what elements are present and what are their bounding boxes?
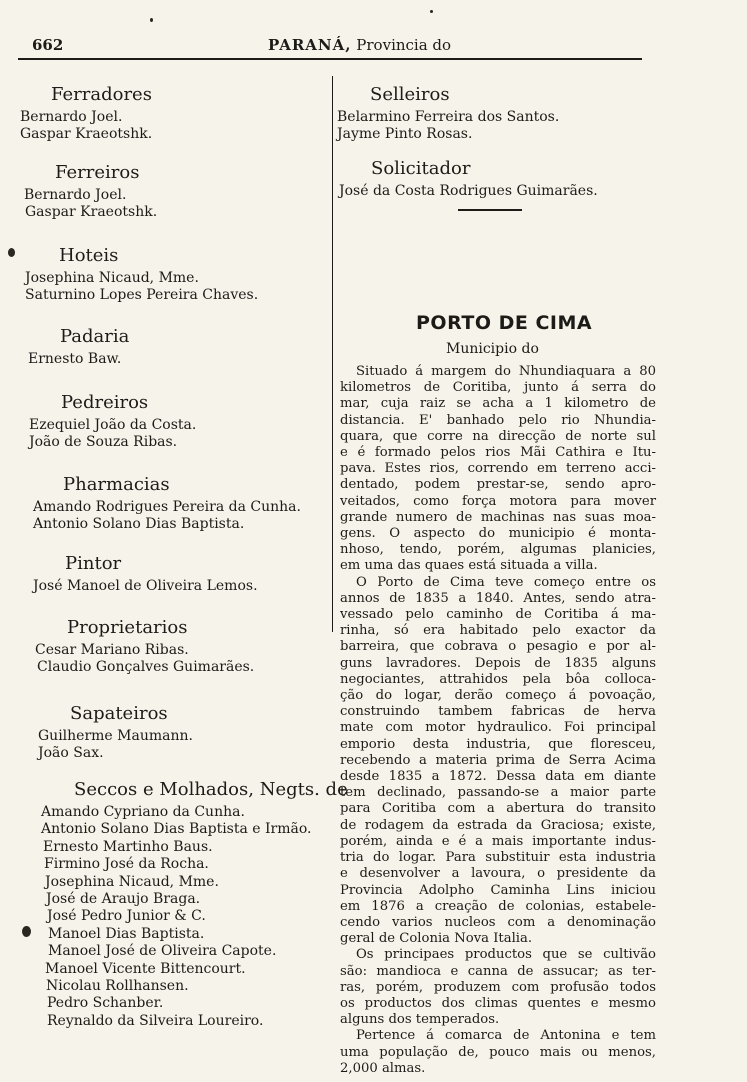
entry-line: Antonio Solano Dias Baptista. xyxy=(33,516,245,533)
entry-line: José da Costa Rodrigues Guimarães. xyxy=(339,183,598,199)
section-heading: Pintor xyxy=(65,553,122,574)
article-line: recebendo a materia prima de Serra Acima xyxy=(340,752,656,768)
section-hoteis xyxy=(0,245,258,305)
entry-line: Firmino José da Rocha. xyxy=(44,856,209,873)
article-line: geral de Colonia Nova Italia. xyxy=(340,931,533,947)
article-line: desde 1835 a 1872. Dessa data em diante xyxy=(340,769,656,785)
article-line: veitados, como força motora para mover xyxy=(340,493,656,509)
article-line: O Porto de Cima teve começo entre os xyxy=(356,574,656,590)
article-line: tem declinado, passando-se a maior parte xyxy=(340,785,656,801)
article-line: distancia. E' banhado pelo rio Nhundia- xyxy=(340,412,656,428)
page-number: 662 xyxy=(32,36,64,54)
entry-line: José de Araujo Braga. xyxy=(46,891,201,908)
article-line: porém, ainda e é a mais importante indus- xyxy=(340,833,656,849)
section-heading: Hoteis xyxy=(59,245,119,266)
article-line: barreira, que cobrava o pesagio e por al- xyxy=(340,639,656,655)
section-heading: Seccos e Molhados, Negts. de xyxy=(74,779,348,800)
entry-line: Guilherme Maumann. xyxy=(38,728,193,744)
ink-speck xyxy=(22,926,31,937)
article-line: Situado á margem do Nhundiaquara a 80 xyxy=(356,364,656,379)
article-line: negociantes, attrahidos pela bôa colloca- xyxy=(340,671,656,687)
article-line: e desenvolver a lavoura, o presidente da xyxy=(340,866,656,882)
article-line: nhoso, tendo, porém, algumas planicies, xyxy=(340,542,656,558)
entry-line: Belarmino Ferreira dos Santos. xyxy=(337,109,560,125)
entry-line: Pedro Schanber. xyxy=(47,995,164,1012)
entry-line: Amando Rodrigues Pereira da Cunha. xyxy=(33,499,301,515)
section-heading: Selleiros xyxy=(370,84,450,105)
entry-line: Gaspar Kraeotshk. xyxy=(20,126,153,143)
section-padaria xyxy=(0,326,129,368)
article-line: são: mandioca e canna de assucar; as ter- xyxy=(340,963,656,979)
entry-line: Manoel José de Oliveira Capote. xyxy=(48,943,277,960)
article-line: kilometros de Coritiba, junto á serra do xyxy=(340,380,656,396)
section-pedreiros xyxy=(0,392,196,452)
entry-line: Reynaldo da Silveira Loureiro. xyxy=(47,1012,264,1029)
article-line: uma população de, pouco mais ou menos, xyxy=(340,1044,656,1060)
article-line: em 1876 a creação de colonias, estabele- xyxy=(340,898,656,914)
entry-line: Cesar Mariano Ribas. xyxy=(35,642,189,658)
entry-line: José Pedro Junior & C. xyxy=(47,908,206,925)
section-heading: Pedreiros xyxy=(61,392,149,413)
entry-line: Saturnino Lopes Pereira Chaves. xyxy=(25,287,259,304)
article-line: alguns dos temperados. xyxy=(340,1012,500,1028)
entry-line: Nicolau Rollhansen. xyxy=(46,978,189,995)
entry-line: Manoel Dias Baptista. xyxy=(48,925,205,942)
running-subtitle: Provincia do xyxy=(356,36,452,54)
article-line: tria do logar. Para substituir esta industria xyxy=(340,850,656,866)
section-heading: Proprietarios xyxy=(67,617,188,638)
section-selleiros xyxy=(0,84,559,144)
article-title: PORTO DE CIMA xyxy=(416,312,593,334)
entry-line: João de Souza Ribas. xyxy=(29,434,178,451)
article-line: emporio desta industria, que floresceu, xyxy=(340,736,656,752)
article-line: annos de 1835 a 1840. Antes, sendo atra- xyxy=(340,590,656,606)
entry-line: Bernardo Joel. xyxy=(20,109,123,125)
entry-line: Claudio Gonçalves Guimarães. xyxy=(37,659,255,676)
article-line: mate com motor hydraulico. Foi principal xyxy=(340,720,656,736)
state-name: PARANÁ, xyxy=(268,36,352,54)
entry-line: Amando Cypriano da Cunha. xyxy=(41,804,245,820)
section-heading: Sapateiros xyxy=(70,703,168,724)
header-rule xyxy=(18,58,642,60)
article-line: Os principaes productos que se cultivão xyxy=(356,947,656,963)
ink-speck xyxy=(8,248,15,257)
section-heading: Padaria xyxy=(60,326,130,347)
section-solicitador xyxy=(0,158,598,200)
article-line: ção do logar, derão começo á povoação, xyxy=(340,688,656,704)
article-line: quara, que corre na direcção de norte sul xyxy=(340,428,656,444)
article-line: cendo varios nucleos com a denominação xyxy=(340,914,656,930)
entry-line: José Manoel de Oliveira Lemos. xyxy=(33,578,258,594)
article-line: gens. O aspecto do municipio é monta- xyxy=(340,526,656,542)
article-line: dentado, podem prestar-se, sendo apro- xyxy=(340,477,656,493)
entry-line: Gaspar Kraeotshk. xyxy=(25,204,158,221)
section-heading: Solicitador xyxy=(371,158,471,179)
entry-line: Josephina Nicaud, Mme. xyxy=(45,873,219,890)
section-heading: Ferreiros xyxy=(55,162,140,183)
entry-line: Antonio Solano Dias Baptista e Irmão. xyxy=(41,821,312,838)
article-line: grande numero de machinas nas suas moa- xyxy=(340,509,656,525)
entry-line: Manoel Vicente Bittencourt. xyxy=(45,960,246,977)
entry-line: Ernesto Martinho Baus. xyxy=(43,838,213,855)
section-heading: Ferradores xyxy=(51,84,152,105)
article-line: ras, porém, produzem com profusão todos xyxy=(340,979,656,995)
entry-line: Josephina Nicaud, Mme. xyxy=(25,270,199,286)
running-header xyxy=(18,36,642,58)
running-title xyxy=(268,36,451,54)
article-line: os productos dos climas quentes e mesmo xyxy=(340,995,656,1011)
entry-line: João Sax. xyxy=(38,745,104,762)
article-line: construindo tambem fabricas de herva xyxy=(340,704,656,720)
entry-line: Ezequiel João da Costa. xyxy=(29,417,197,433)
section-heading: Pharmacias xyxy=(63,474,170,495)
article-body xyxy=(340,364,656,1077)
entry-line: Ernesto Baw. xyxy=(28,351,122,367)
article-line: guns lavradores. Depois de 1835 alguns xyxy=(340,655,656,671)
article-line: em uma das quaes está situada a villa. xyxy=(340,558,598,574)
section-end-rule xyxy=(458,209,522,211)
ink-speck xyxy=(150,18,153,22)
article-line: Provincia Adolpho Caminha Lins iniciou xyxy=(340,882,656,898)
entry-line: Jayme Pinto Rosas. xyxy=(337,126,473,143)
article-line: pava. Estes rios, correndo em terreno acci- xyxy=(340,461,656,477)
ink-speck xyxy=(430,10,433,13)
section-proprietarios xyxy=(0,617,254,677)
article-line: mar, cuja raiz se acha a 1 kilometro de xyxy=(340,396,656,412)
article-line: Pertence á comarca de Antonina e tem xyxy=(356,1028,656,1044)
entry-line: Bernardo Joel. xyxy=(24,187,127,203)
article-subtitle: Municipio do xyxy=(446,341,539,357)
article-line: para Coritiba com a abertura do transito xyxy=(340,801,656,817)
article-line: rinha, só era habitado pelo exactor da xyxy=(340,623,656,639)
section-pintor xyxy=(0,553,258,595)
article-line: e é formado pelos rios Mãi Cathira e Itu- xyxy=(340,445,656,461)
article-line: de rodagem da estrada da Graciosa; existe, xyxy=(340,817,656,833)
section-pharmacias xyxy=(0,474,301,534)
article-line: 2,000 almas. xyxy=(340,1060,426,1076)
section-sapateiros xyxy=(0,703,193,763)
section-seccos-e-molhados-negts-de xyxy=(0,779,348,1030)
article-line: vessado pelo caminho de Coritiba á ma- xyxy=(340,607,656,623)
